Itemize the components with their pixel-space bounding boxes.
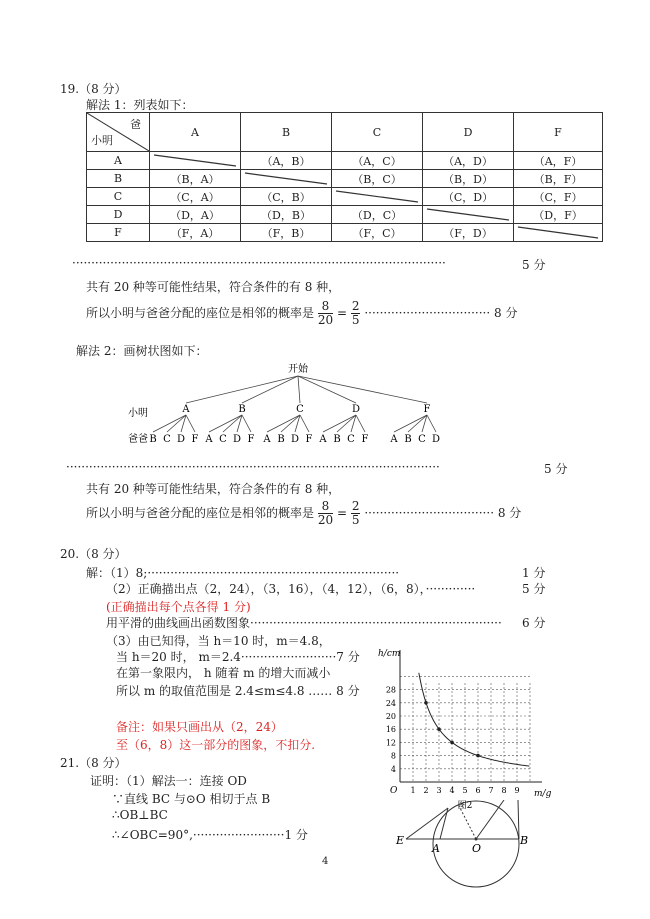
tree-node-level2: F <box>361 434 369 445</box>
numerator: 2 <box>351 499 360 513</box>
q20-score2: 5 分 <box>522 582 546 596</box>
table-cell: （C，B） <box>241 188 332 206</box>
q21-line3: ∴OB⊥BC <box>112 808 168 822</box>
q20-line4: 用平滑的曲线画出函数图象·································································· <box>106 616 502 630</box>
graph-y-axis-label: h/cm <box>378 649 401 659</box>
table-cell: （F，B） <box>241 224 332 242</box>
table-row <box>87 170 603 188</box>
table-cell: （F，C） <box>332 224 423 242</box>
tree-node-level2: C <box>219 434 227 445</box>
y-tick-label: 12 <box>385 738 396 748</box>
q21-score1: 1 分 <box>284 828 308 842</box>
tree-branch <box>298 376 356 403</box>
label-o: O <box>472 842 482 855</box>
corner-dad-label: 爸 <box>130 118 141 131</box>
denominator: 20 <box>317 313 334 327</box>
tree-node-level2: B <box>277 434 285 445</box>
line-oc <box>476 800 504 839</box>
tree-node-level2: F <box>247 434 255 445</box>
dashed-od <box>458 804 476 839</box>
q20-line7: 在第一象限内， h 随着 m 的增大而减小 <box>116 666 331 680</box>
q21-heading: 21.（8 分） <box>60 756 127 770</box>
q20-part3b: 当 h＝20 时， m＝2.4 <box>116 650 241 664</box>
row-header: B <box>87 170 150 188</box>
tree-level-label-xiaoming: 小明 <box>128 408 148 419</box>
table-row <box>87 188 603 206</box>
diagonal-empty-cell <box>332 188 423 206</box>
tree-node-level2: C <box>418 434 426 445</box>
x-tick-label: 4 <box>449 786 455 795</box>
fraction-2-5 <box>351 300 361 327</box>
x-tick-label: 3 <box>436 786 442 795</box>
q20-remark-2: 至（6，8）这一部分的图象，不扣分. <box>116 738 316 752</box>
q19-method1: 解法 1：列表如下： <box>86 98 194 112</box>
row-header: D <box>87 206 150 224</box>
probability-text: 所以小明与爸爸分配的座位是相邻的概率是 $\frac{8}{20}$ = $\frac{2}{5}$ ································· 8 分 <box>86 299 518 327</box>
table-cell: （D，F） <box>514 206 603 224</box>
score-5b: 5 分 <box>544 462 568 476</box>
q20-score6: 7 分 <box>336 650 360 664</box>
tree-branch <box>242 376 298 403</box>
tree-branch <box>242 415 251 432</box>
total-results-text-2: 共有 20 种等可能性结果，符合条件的有 8 种， <box>86 482 341 496</box>
q20-line8 <box>116 682 360 699</box>
tree-level-label-dad: 爸爸 <box>128 434 148 445</box>
table-cell: （A，B） <box>241 152 332 170</box>
diagonal-empty-cell <box>423 206 514 224</box>
table-cell: （F，D） <box>423 224 514 242</box>
diagonal-empty-cell <box>514 224 603 242</box>
score-8b: 8 分 <box>497 506 522 520</box>
x-tick-label: 1 <box>410 786 416 795</box>
tree-node-level2: D <box>431 434 441 445</box>
page-number: 4 <box>322 856 329 867</box>
tree-branch <box>300 415 309 432</box>
tree-node-level2: F <box>191 434 199 445</box>
tree-node-level2: A <box>390 434 398 445</box>
tree-node-level1: F <box>423 404 431 415</box>
tree-node-level1: B <box>238 404 246 415</box>
y-tick-label: 8 <box>390 751 396 761</box>
numerator: 8 <box>318 500 333 514</box>
x-tick-label: 7 <box>488 786 494 795</box>
tree-node-level2: A <box>205 434 213 445</box>
y-tick-label: 16 <box>385 725 396 735</box>
q21-angle: ∴∠OBC=90°, <box>112 828 193 842</box>
tree-node-level2: D <box>290 434 300 445</box>
q20-smooth-curve: 用平滑的曲线画出函数图象 <box>106 616 251 630</box>
diagonal-empty-cell <box>150 152 241 170</box>
fraction-8-20 <box>318 300 333 327</box>
q20-part2: （2）正确描出点（2，24），（3，16），（4，12），（6，8）， <box>106 582 426 596</box>
tree-node-level1: A <box>182 404 190 415</box>
equals-sign: = <box>336 306 348 320</box>
tree-root-label: 开始 <box>288 364 308 375</box>
denominator: 5 <box>351 313 360 327</box>
q20-line6: 当 h＝20 时， m＝2.4·························7 分 <box>116 650 360 664</box>
graph-caption: 图2 <box>457 801 473 811</box>
q20-part1: 解：（1）8; <box>86 566 148 580</box>
tree-node-level1: D <box>351 404 361 415</box>
tree-node-level2: B <box>404 434 412 445</box>
table-cell: （A，C） <box>332 152 423 170</box>
table-cell: （D，A） <box>150 206 241 224</box>
label-a: A <box>432 842 440 855</box>
function-curve <box>419 673 530 766</box>
tree-node-level2: F <box>305 434 313 445</box>
tree-branch <box>298 376 427 403</box>
x-tick-label: 6 <box>475 786 481 795</box>
equals-sign: = <box>336 506 348 520</box>
q20-score8: 8 分 <box>336 684 360 698</box>
table-row <box>87 206 603 224</box>
dotted-leader: ·································································································· <box>66 460 440 474</box>
table-cell: （B，F） <box>514 170 603 188</box>
table-cell: （C，F） <box>514 188 603 206</box>
col-header: D <box>423 113 514 152</box>
row-header: F <box>87 224 150 242</box>
table-row <box>87 224 603 242</box>
x-tick-label: 2 <box>423 786 429 795</box>
dotted-leader: ·································································································· <box>72 256 446 270</box>
tree-node-level2: C <box>163 434 171 445</box>
probability-label: 所以小明与爸爸分配的座位是相邻的概率是 <box>86 306 315 320</box>
table-cell: （D，B） <box>241 206 332 224</box>
q20-score1: 1 分 <box>522 566 546 580</box>
table-cell: （B，A） <box>150 170 241 188</box>
total-results-text: 共有 20 种等可能性结果，符合条件的有 8 种， <box>86 280 341 294</box>
data-point <box>450 741 454 745</box>
fraction-2-5 <box>351 500 361 527</box>
tree-node-level2: B <box>149 434 157 445</box>
function-graph <box>372 642 552 812</box>
tree-branch <box>427 415 436 432</box>
q20-line2: （2）正确描出点（2，24），（3，16），（4，12），（6，8），············· <box>106 582 476 596</box>
tree-node-level2: C <box>347 434 355 445</box>
tree-node-level2: D <box>232 434 242 445</box>
row-header: A <box>87 152 150 170</box>
fraction-8-20 <box>318 500 333 527</box>
tree-branch <box>298 376 300 403</box>
tree-node-level1: C <box>296 404 304 415</box>
x-tick-label: 5 <box>462 786 468 795</box>
numerator: 8 <box>318 300 333 314</box>
q21-line2: ∵直线 BC 与⊙O 相切于点 B <box>112 792 271 806</box>
tree-node-level2: A <box>263 434 271 445</box>
col-header: F <box>514 113 603 152</box>
corner-xiaoming-label: 小明 <box>91 134 113 147</box>
q20-score4: 6 分 <box>522 616 546 630</box>
label-e: E <box>396 834 405 847</box>
q20-heading: 20.（8 分） <box>60 547 127 561</box>
circle-figure <box>392 800 532 904</box>
tree-branch <box>186 376 298 403</box>
data-point <box>424 701 428 705</box>
q19-method2: 解法 2：画树状图如下： <box>76 344 208 358</box>
graph-origin-label: O <box>390 786 398 796</box>
tree-branch <box>186 415 195 432</box>
denominator: 20 <box>317 513 334 527</box>
data-point <box>476 754 480 758</box>
q20-remark-1: 备注：如果只画出从（2，24） <box>116 720 283 734</box>
q20-range: 所以 m 的取值范围是 2.4≤m≤4.8 …… <box>116 684 333 698</box>
table-cell: （B，D） <box>423 170 514 188</box>
table-cell: （B，C） <box>332 170 423 188</box>
table-cell: （C，D） <box>423 188 514 206</box>
graph-x-axis-label: m/g <box>534 789 552 799</box>
tree-node-level2: D <box>176 434 186 445</box>
q20-line1: 解：（1）8;·································································· <box>86 566 400 580</box>
q21-line4: ∴∠OBC=90°,························1 分 <box>112 828 308 842</box>
table-cell: （D，C） <box>332 206 423 224</box>
table-row <box>87 152 603 170</box>
score-5: 5 分 <box>522 258 546 272</box>
probability-text-2: 所以小明与爸爸分配的座位是相邻的概率是 $\frac{8}{20}$ = $\frac{2}{5}$ ·································· 8 分 <box>86 499 522 527</box>
col-header: B <box>241 113 332 152</box>
y-tick-label: 4 <box>390 764 396 774</box>
q20-note-points: (正确描出每个点各得 1 分) <box>106 600 251 614</box>
tree-node-level2: B <box>333 434 341 445</box>
row-header: C <box>87 188 150 206</box>
x-tick-label: 9 <box>514 786 520 795</box>
q21-line1: 证明：（1）解法一：连接 OD <box>90 774 247 788</box>
numerator: 2 <box>351 299 360 313</box>
tree-branch <box>356 415 365 432</box>
center-point <box>475 838 478 841</box>
label-b: B <box>520 834 529 847</box>
table-cell: （C，A） <box>150 188 241 206</box>
y-tick-label: 28 <box>385 685 396 695</box>
probability-label: 所以小明与爸爸分配的座位是相邻的概率是 <box>86 506 315 520</box>
data-point <box>437 727 441 731</box>
table-cell: （F，A） <box>150 224 241 242</box>
line-bc <box>518 800 519 839</box>
q20-line5: （3）由已知得，当 h＝10 时，m＝4.8， <box>106 634 331 648</box>
table-corner-cell <box>87 113 150 152</box>
col-header: C <box>332 113 423 152</box>
tree-node-level2: A <box>319 434 327 445</box>
diagonal-empty-cell <box>241 170 332 188</box>
y-tick-label: 20 <box>385 712 396 721</box>
x-tick-label: 8 <box>501 786 507 795</box>
outcome-table <box>86 112 603 242</box>
q19-heading: 19.（8 分） <box>60 82 127 96</box>
col-header: A <box>150 113 241 152</box>
table-cell: （A，D） <box>423 152 514 170</box>
table-cell: （A，F） <box>514 152 603 170</box>
tree-diagram <box>100 360 480 450</box>
score-8: 8 分 <box>494 306 518 320</box>
y-tick-label: 24 <box>385 698 396 708</box>
denominator: 5 <box>351 513 360 527</box>
